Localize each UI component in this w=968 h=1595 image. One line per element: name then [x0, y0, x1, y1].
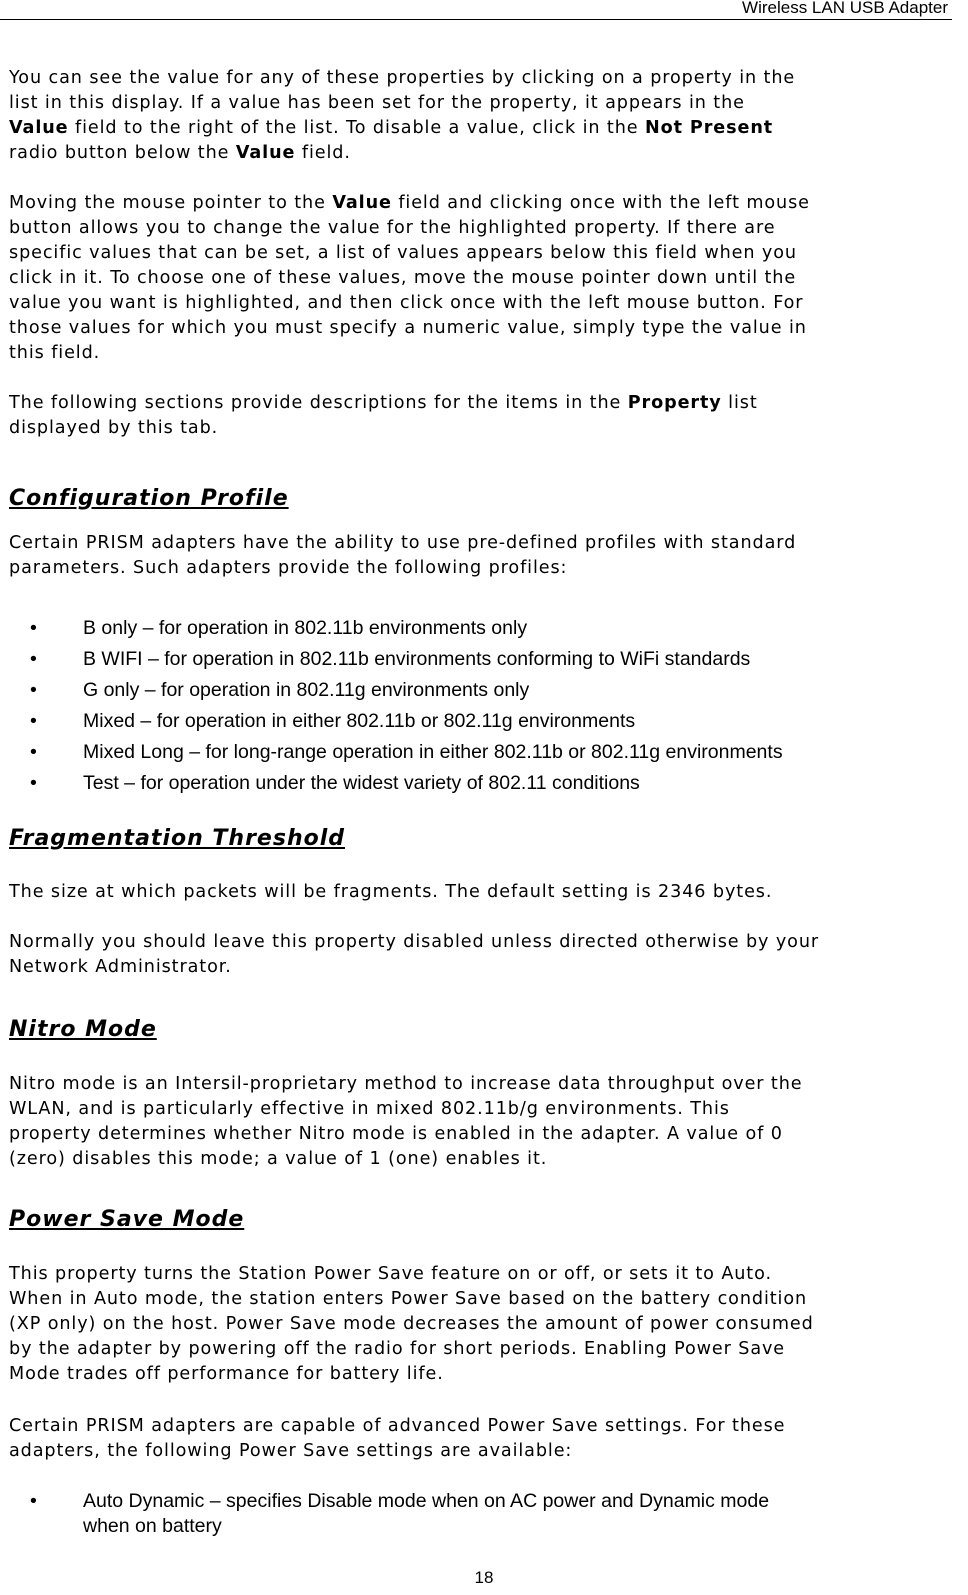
- list-item: [0, 678, 783, 709]
- header-title: Wireless LAN USB Adapter: [742, 0, 948, 17]
- bullet-icon: •: [30, 741, 37, 763]
- list-item-text: B WIFI – for operation in 802.11b environments conforming to WiFi standards: [83, 648, 751, 670]
- list-item: [0, 771, 783, 802]
- page-number: 18: [474, 1568, 494, 1587]
- text-run: field and clicking once with the left mouse: [391, 193, 810, 213]
- text-line: When in Auto mode, the station enters Power Save based on the battery condition: [9, 1289, 808, 1309]
- text-line: adapters, the following Power Save settings are available:: [9, 1441, 573, 1461]
- text-line: button allows you to change the value for the highlighted property. If there are: [9, 218, 776, 238]
- profile-list: [0, 616, 783, 802]
- text-run: field.: [295, 143, 351, 163]
- text-line: You can see the value for any of these properties by clicking on a property in the: [9, 68, 796, 88]
- bullet-icon: •: [30, 710, 37, 732]
- text-line: (zero) disables this mode; a value of 1 (one) enables it.: [9, 1149, 548, 1169]
- power-save-paragraph-1: [9, 1262, 959, 1387]
- list-item: [0, 1489, 769, 1545]
- list-item-text: Auto Dynamic – specifies Disable mode when on AC power and Dynamic mode: [83, 1490, 770, 1512]
- nitro-mode-paragraph: [9, 1072, 959, 1172]
- text-line: Nitro mode is an Intersil-proprietary method to increase data throughput over the: [9, 1074, 803, 1094]
- list-item-text: B only – for operation in 802.11b environments only: [83, 617, 528, 639]
- text-run: list: [721, 393, 758, 413]
- text-line: Mode trades off performance for battery life.: [9, 1364, 444, 1384]
- power-save-list: [0, 1489, 769, 1545]
- text-line: WLAN, and is particularly effective in mixed 802.11b/g environments. This: [9, 1099, 730, 1119]
- section-heading-power-save-mode: Power Save Mode: [9, 1207, 245, 1232]
- text-line: [9, 141, 959, 166]
- bullet-icon: •: [30, 648, 37, 670]
- bold-term: Not Present: [644, 118, 774, 138]
- fragmentation-paragraph-1: [9, 880, 959, 905]
- text-line: Certain PRISM adapters have the ability to use pre-defined profiles with standard: [9, 533, 797, 553]
- text-line: by the adapter by powering off the radio for short periods. Enabling Power Save: [9, 1339, 786, 1359]
- text-line: (XP only) on the host. Power Save mode decreases the amount of power consumed: [9, 1314, 814, 1334]
- text-line: click in it. To choose one of these values, move the mouse pointer down until the: [9, 268, 797, 288]
- list-item-text: G only – for operation in 802.11g environments only: [83, 679, 530, 701]
- list-item: [0, 740, 783, 771]
- intro-paragraph-2: [9, 191, 959, 366]
- text-line: Certain PRISM adapters are capable of advanced Power Save settings. For these: [9, 1416, 786, 1436]
- text-line: those values for which you must specify a numeric value, simply type the value in: [9, 318, 807, 338]
- bullet-icon: •: [30, 1490, 37, 1512]
- text-line: displayed by this tab.: [9, 418, 219, 438]
- list-item: [0, 709, 783, 740]
- list-item-text: when on battery: [83, 1515, 222, 1537]
- text-line: [9, 116, 959, 141]
- text-run: radio button below the: [9, 143, 236, 163]
- text-line: Network Administrator.: [9, 957, 232, 977]
- configuration-profile-paragraph: [9, 531, 959, 581]
- text-line: Normally you should leave this property disabled unless directed otherwise by your: [9, 932, 820, 952]
- intro-paragraph-1: [9, 66, 959, 166]
- bullet-icon: •: [30, 772, 37, 794]
- bold-term: Value: [332, 193, 392, 213]
- text-line: The size at which packets will be fragments. The default setting is 2346 bytes.: [9, 882, 773, 902]
- list-item-text: Mixed – for operation in either 802.11b or 802.11g environments: [83, 710, 636, 732]
- bullet-icon: •: [30, 679, 37, 701]
- fragmentation-paragraph-2: [9, 930, 959, 980]
- section-heading-nitro-mode: Nitro Mode: [9, 1017, 157, 1042]
- bold-term: Value: [9, 118, 69, 138]
- text-line: property determines whether Nitro mode is enabled in the adapter. A value of 0: [9, 1124, 783, 1144]
- section-heading-fragmentation-threshold: Fragmentation Threshold: [9, 826, 346, 851]
- bullet-icon: •: [30, 617, 37, 639]
- text-line: list in this display. If a value has been set for the property, it appears in the: [9, 93, 745, 113]
- list-item: [0, 647, 783, 678]
- list-item: [0, 616, 783, 647]
- text-run: The following sections provide descriptions for the items in the: [9, 393, 628, 413]
- section-heading-configuration-profile: Configuration Profile: [9, 486, 289, 511]
- power-save-paragraph-2: [9, 1414, 959, 1464]
- text-line: specific values that can be set, a list of values appears below this field when you: [9, 243, 797, 263]
- text-line: This property turns the Station Power Save feature on or off, or sets it to Auto.: [9, 1264, 772, 1284]
- text-line: value you want is highlighted, and then click once with the left mouse button. For: [9, 293, 804, 313]
- text-run: field to the right of the list. To disable a value, click in the: [68, 118, 645, 138]
- bold-term: Value: [235, 143, 296, 163]
- text-line: [9, 191, 959, 216]
- text-line: [9, 391, 959, 416]
- text-run: Moving the mouse pointer to the: [9, 193, 333, 213]
- page-header: [0, 0, 952, 20]
- list-item-text: Test – for operation under the widest variety of 802.11 conditions: [83, 772, 640, 794]
- text-line: this field.: [9, 343, 101, 363]
- list-item-text: Mixed Long – for long-range operation in either 802.11b or 802.11g environments: [83, 741, 783, 763]
- text-line: parameters. Such adapters provide the following profiles:: [9, 558, 568, 578]
- intro-paragraph-3: [9, 391, 959, 441]
- bold-term: Property: [627, 393, 722, 413]
